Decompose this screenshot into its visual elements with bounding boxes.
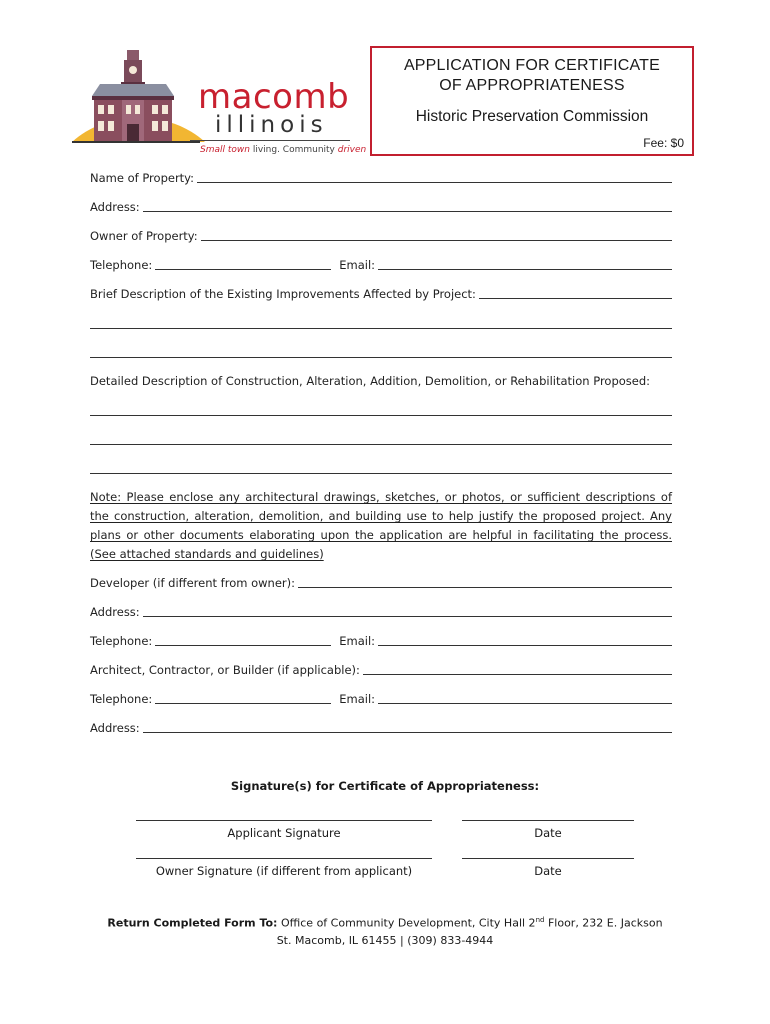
applicant-signature-label: Applicant Signature [227, 826, 341, 840]
detailed-description-field-2[interactable] [90, 432, 672, 445]
date-label-2: Date [534, 864, 562, 878]
telephone-label: Telephone: [90, 258, 153, 272]
macomb-logo [70, 44, 367, 162]
logo-divider [190, 140, 350, 141]
applicant-signature-line[interactable] [136, 820, 432, 821]
logo-wordmark: macomb [198, 77, 350, 117]
architect-contact-row [90, 689, 672, 707]
developer-label: Developer (if different from owner): [90, 576, 295, 590]
logo-tagline: Small town living. Community driven [200, 145, 367, 155]
detailed-description-line-1 [90, 401, 672, 419]
developer-telephone-label: Telephone: [90, 634, 153, 648]
date-line-2[interactable] [462, 858, 634, 859]
brief-description-label: Brief Description of the Existing Improvements Affected by Project: [90, 287, 476, 301]
owner-signature-line[interactable] [136, 858, 432, 859]
return-address-line-2: St. Macomb, IL 61455 | (309) 833-4944 [276, 933, 494, 947]
name-of-property-row [90, 168, 672, 186]
developer-telephone-field[interactable] [155, 633, 331, 646]
telephone-field[interactable] [155, 257, 331, 270]
architect-address-row [90, 718, 672, 736]
developer-address-label: Address: [90, 605, 140, 619]
brief-description-line-3 [90, 343, 672, 361]
developer-row [90, 573, 672, 591]
architect-address-field[interactable] [143, 720, 672, 733]
developer-field[interactable] [298, 575, 672, 588]
commission-name: Historic Preservation Commission [415, 108, 649, 125]
address-label: Address: [90, 200, 140, 214]
address-row [90, 197, 672, 215]
architect-field[interactable] [363, 662, 672, 675]
email-label: Email: [339, 258, 376, 272]
form-title: APPLICATION FOR CERTIFICATE OF APPROPRIATENESS [403, 57, 661, 94]
signatures-heading: Signature(s) for Certificate of Appropriateness: [230, 779, 540, 793]
date-label-1: Date [534, 826, 562, 840]
owner-row [90, 226, 672, 244]
owner-signature-label: Owner Signature (if different from applicant) [155, 864, 413, 878]
brief-description-line-2 [90, 314, 672, 332]
developer-email-field[interactable] [378, 633, 672, 646]
detailed-description-field-1[interactable] [90, 403, 672, 416]
developer-address-row [90, 602, 672, 620]
architect-telephone-field[interactable] [155, 691, 331, 704]
logo-state: illinois [215, 112, 328, 138]
architect-row [90, 660, 672, 678]
date-line-1[interactable] [462, 820, 634, 821]
architect-address-label: Address: [90, 721, 140, 735]
detailed-description-label: Detailed Description of Construction, Alteration, Addition, Demolition, or Rehabilitation Proposed: [90, 374, 651, 388]
email-field[interactable] [378, 257, 672, 270]
name-of-property-label: Name of Property: [90, 171, 195, 185]
detailed-description-line-3 [90, 459, 672, 477]
architect-email-label: Email: [339, 692, 376, 706]
detailed-description-field-3[interactable] [90, 461, 672, 474]
architect-telephone-label: Telephone: [90, 692, 153, 706]
architect-label: Architect, Contractor, or Builder (if applicable): [90, 663, 360, 677]
brief-description-field-2[interactable] [90, 316, 672, 329]
brief-description-field[interactable] [479, 286, 672, 299]
name-of-property-field[interactable] [197, 170, 672, 183]
return-instructions: Return Completed Form To: Office of Community Development, City Hall 2nd Floor, 232 E. Jackson St. Macomb, IL 61455 | (309) 833-4944 [0, 912, 770, 949]
owner-label: Owner of Property: [90, 229, 198, 243]
contact-row [90, 255, 672, 273]
note-paragraph: Note: Please enclose any architectural drawings, sketches, or photos, or sufficient descriptions of the construction, alteration, demolition, and building use to help justify the proposed project. Any plans or other documents elaborating upon the application are helpful in facilitating the process. (See attached standards and guidelines) [90, 490, 672, 561]
detailed-description-row [90, 371, 672, 389]
brief-description-row [90, 284, 672, 302]
fee-label: Fee: $0 [643, 136, 684, 150]
architect-email-field[interactable] [378, 691, 672, 704]
return-label: Return Completed Form To: [107, 916, 278, 930]
developer-address-field[interactable] [143, 604, 672, 617]
address-field[interactable] [143, 199, 672, 212]
developer-contact-row [90, 631, 672, 649]
detailed-description-line-2 [90, 430, 672, 448]
title-box [370, 46, 694, 156]
developer-email-label: Email: [339, 634, 376, 648]
owner-field[interactable] [201, 228, 672, 241]
brief-description-field-3[interactable] [90, 345, 672, 358]
